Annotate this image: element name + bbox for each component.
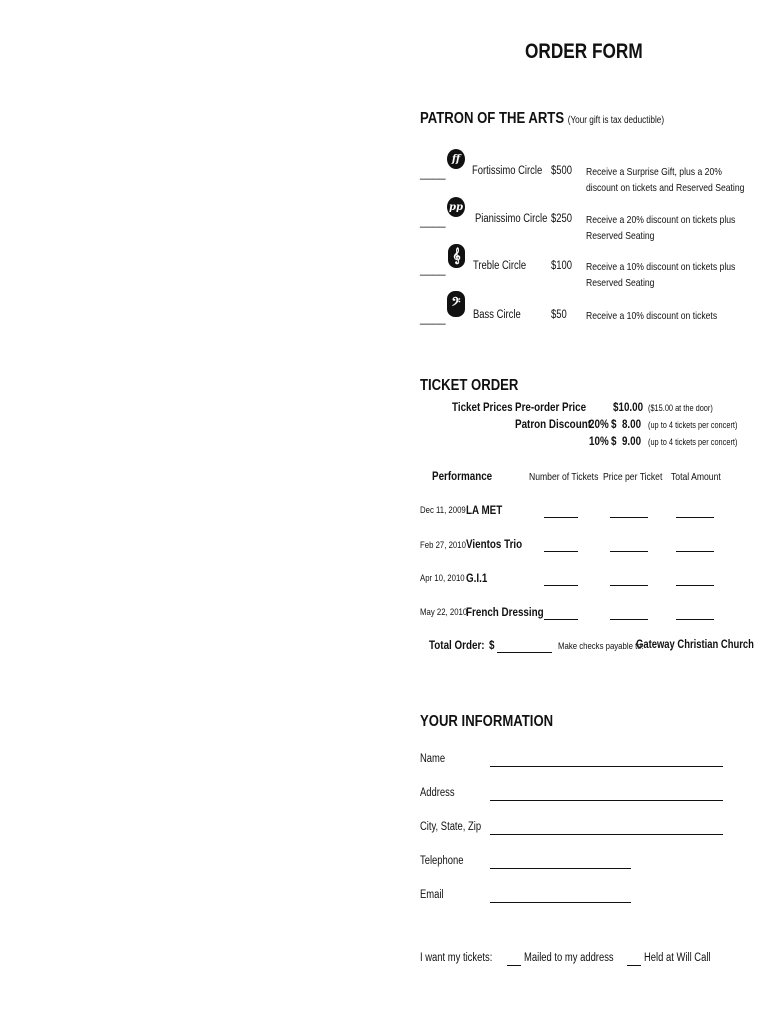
name-field[interactable]: [490, 766, 723, 767]
level-name: Bass Circle: [473, 309, 521, 321]
level-benefit: Receive a 10% discount on tickets: [586, 310, 718, 322]
ticket-order-heading: TICKET ORDER: [420, 377, 519, 394]
ticket-prices-label: Ticket Prices: [452, 400, 513, 414]
level-benefit: Receive a 10% discount on tickets plus: [586, 261, 736, 273]
patron-heading-row: [420, 110, 718, 128]
email-field[interactable]: [490, 902, 631, 903]
preorder-note: ($15.00 at the door): [648, 403, 713, 413]
performance-date: Apr 10, 2010: [420, 573, 465, 584]
performance-date: Dec 11, 2009: [420, 505, 466, 516]
number-tickets-field[interactable]: [544, 551, 578, 552]
performance-name: G.I.1: [466, 571, 488, 585]
performance-name: Vientos Trio: [466, 537, 523, 551]
number-tickets-field[interactable]: [544, 585, 578, 586]
telephone-label: Telephone: [420, 855, 464, 867]
level-name: Treble Circle: [473, 260, 527, 272]
level-name: Pianissimo Circle: [475, 213, 548, 225]
bass-clef-icon: 𝄢: [447, 291, 465, 317]
checks-payee: Gateway Christian Church: [636, 639, 754, 651]
tax-note: (Your gift is tax deductible): [567, 115, 665, 126]
number-tickets-field[interactable]: [544, 619, 578, 620]
total-amount-field[interactable]: [676, 585, 714, 586]
level-benefit: Reserved Seating: [586, 230, 655, 242]
total-order-prefix: $: [489, 638, 495, 652]
page-title: ORDER FORM: [525, 40, 643, 63]
total-order-field[interactable]: [497, 652, 552, 653]
total-order-label: Total Order:: [429, 638, 485, 652]
level-price: $50: [551, 309, 567, 321]
treble-clef-icon: 𝄞: [448, 244, 465, 268]
checks-label: Make checks payable to:: [558, 641, 644, 652]
level-name: Fortissimo Circle: [472, 165, 543, 177]
delivery-label: I want my tickets:: [420, 952, 493, 964]
patron-blank[interactable]: ____: [420, 313, 446, 325]
price-per-ticket-field[interactable]: [610, 619, 648, 620]
preorder-price: $10.00: [613, 400, 644, 414]
discount-20: 20%: [589, 417, 609, 431]
pianissimo-icon: pp: [447, 197, 465, 217]
level-benefit: Reserved Seating: [586, 277, 655, 289]
patron-discount-label: Patron Discount: [515, 417, 591, 431]
level-price: $500: [551, 165, 572, 177]
address-field[interactable]: [490, 800, 723, 801]
discount-20-note: (up to 4 tickets per concert): [648, 420, 738, 430]
discount-20-price: $ 8.00: [611, 417, 642, 431]
price-per-ticket-field[interactable]: [610, 517, 648, 518]
will-call-option-label: Held at Will Call: [644, 952, 711, 964]
preorder-label: Pre-order Price: [515, 400, 587, 414]
level-price: $100: [551, 260, 572, 272]
col-total: Total Amount: [671, 471, 721, 483]
patron-blank[interactable]: ____: [420, 216, 446, 228]
mailed-option-label: Mailed to my address: [524, 952, 614, 964]
total-amount-field[interactable]: [676, 619, 714, 620]
total-amount-field[interactable]: [676, 517, 714, 518]
patron-blank[interactable]: ____: [420, 264, 446, 276]
name-label: Name: [420, 753, 446, 765]
telephone-field[interactable]: [490, 868, 631, 869]
patron-heading: [420, 110, 664, 128]
address-label: Address: [420, 787, 455, 799]
patron-heading-text: PATRON OF THE ARTS: [420, 110, 565, 127]
price-per-ticket-field[interactable]: [610, 585, 648, 586]
discount-10: 10%: [589, 434, 609, 448]
patron-blank[interactable]: ____: [420, 168, 446, 180]
performance-date: May 22, 2010: [420, 607, 468, 618]
your-information-heading: YOUR INFORMATION: [420, 713, 554, 730]
discount-10-price: $ 9.00: [611, 434, 642, 448]
discount-10-note: (up to 4 tickets per concert): [648, 437, 738, 447]
performance-date: Feb 27, 2010: [420, 540, 466, 551]
level-benefit: Receive a Surprise Gift, plus a 20%: [586, 166, 722, 178]
col-performance: Performance: [432, 469, 493, 483]
city-state-zip-field[interactable]: [490, 834, 723, 835]
forte-fortissimo-icon: ff: [447, 149, 465, 169]
performance-name: LA MET: [466, 503, 503, 517]
col-price: Price per Ticket: [603, 471, 663, 483]
col-number: Number of Tickets: [529, 471, 599, 483]
number-tickets-field[interactable]: [544, 517, 578, 518]
will-call-checkbox[interactable]: [627, 965, 641, 966]
price-per-ticket-field[interactable]: [610, 551, 648, 552]
email-label: Email: [420, 889, 444, 901]
total-amount-field[interactable]: [676, 551, 714, 552]
city-state-zip-label: City, State, Zip: [420, 821, 482, 833]
level-benefit: Receive a 20% discount on tickets plus: [586, 214, 736, 226]
performance-name: French Dressing: [466, 605, 544, 619]
level-benefit: discount on tickets and Reserved Seating: [586, 182, 745, 194]
mailed-checkbox[interactable]: [507, 965, 521, 966]
level-price: $250: [551, 213, 572, 225]
